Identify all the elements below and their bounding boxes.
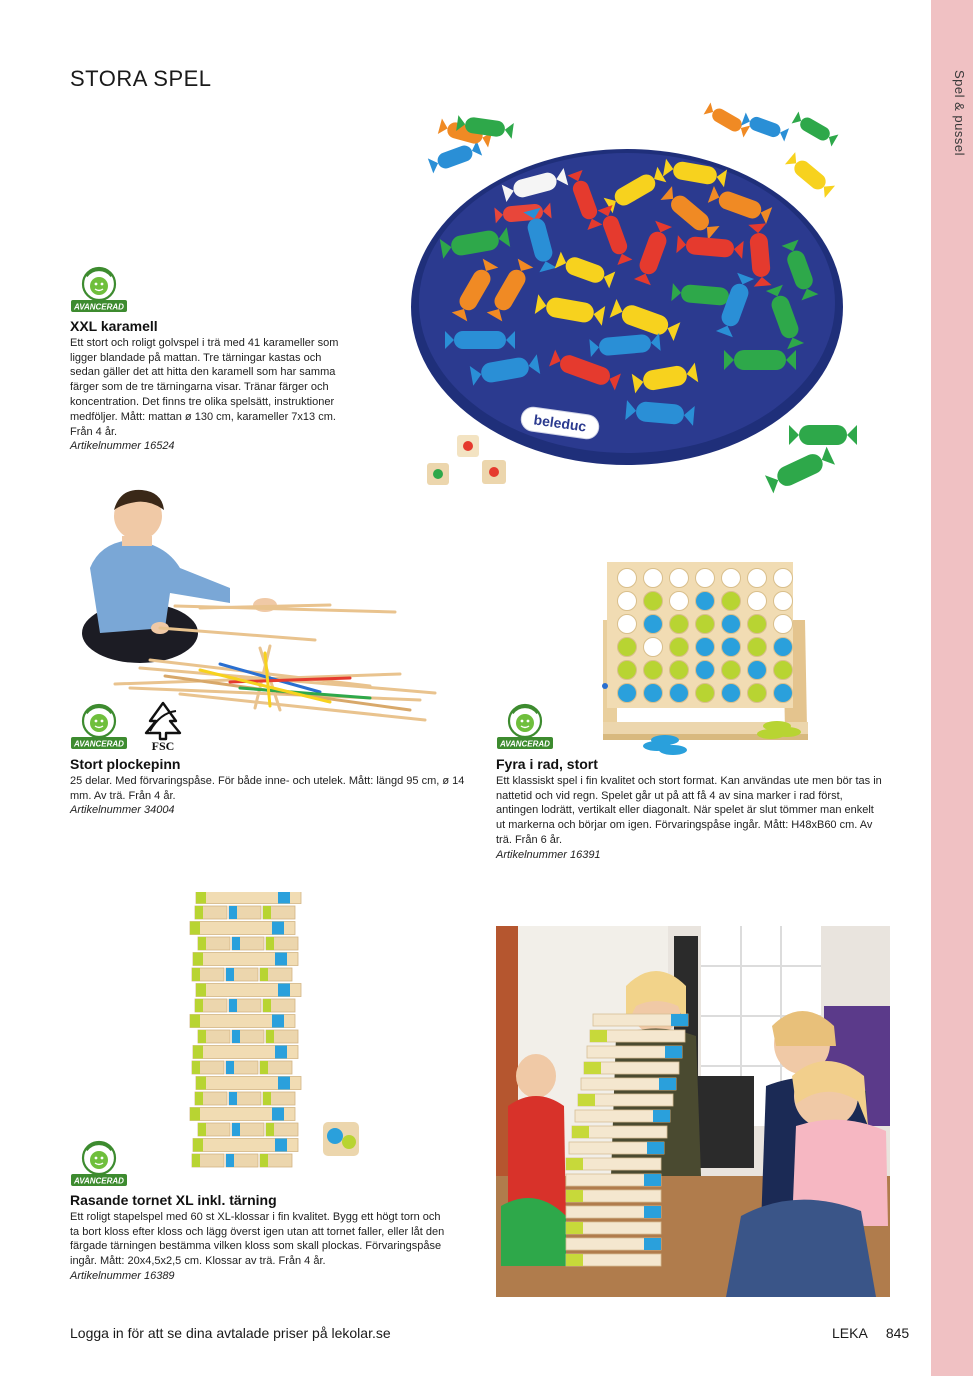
product-title: Stort plockepinn	[70, 756, 181, 772]
product-title: Rasande tornet XL inkl. tärning	[70, 1192, 277, 1208]
fyra-i-rad-image	[595, 560, 815, 760]
product-rasande-tornet	[70, 1193, 450, 1284]
giftfri-badge-icon	[70, 701, 128, 751]
rasande-tornet-image	[185, 892, 370, 1182]
svg-text:AVANCERAD: AVANCERAD	[500, 739, 550, 749]
product-description: Ett roligt stapelspel med 60 st XL-klossar i fin kvalitet. Bygg ett högt torn och ta bort kloss efter kloss och lägg överst igen utan att tornet faller, eller låt den färgade tärningen bestämma vilken kloss som skall plockas. Förvaringspåse ingår. Mått: 20x4,5x2,5 cm. Klossar av trä. Från 4 år.	[70, 1210, 445, 1268]
article-number: Artikelnummer 16524	[70, 440, 175, 453]
product-title: Fyra i rad, stort	[496, 756, 598, 772]
product-title: XXL karamell	[70, 318, 158, 334]
article-number: Artikelnummer 16389	[70, 1269, 175, 1282]
article-number: Artikelnummer 34004	[70, 804, 175, 817]
article-number: Artikelnummer 16391	[496, 848, 601, 861]
page-footer-right	[832, 1325, 909, 1341]
svg-text:AVANCERAD: AVANCERAD	[74, 302, 124, 312]
page-title: STORA SPEL	[70, 66, 212, 91]
product-stort-plockepinn	[70, 757, 470, 818]
section-label: LEKA	[832, 1325, 868, 1341]
product-description: Ett klassiskt spel i fin kvalitet och stort format. Kan användas ute men bör tas in nattetid och vid regn. Spelet går ut på att få 4 av sina marker i rad först, antingen lodrätt, vertikalt eller diagonalt. När spelet är slut tömmer man enkelt ut markerna och börjar om igen. Förvaringspåse ingår. Mått: H48xB60 cm. Av trä. Från 6 år.	[496, 774, 882, 846]
giftfri-badge-icon	[70, 1138, 128, 1188]
product-fyra-i-rad	[496, 757, 886, 863]
svg-text:FSC: FSC	[151, 739, 175, 751]
side-tab	[931, 0, 973, 1376]
svg-text:AVANCERAD: AVANCERAD	[74, 1176, 124, 1186]
candy-mat-image	[405, 95, 865, 495]
product-xxl-karamell	[70, 319, 340, 454]
fsc-logo-icon	[140, 701, 186, 751]
page-number: 845	[885, 1325, 910, 1341]
mat-brand-logo: beleduc	[532, 411, 588, 435]
side-label: Spel & pussel	[952, 70, 967, 156]
plockepinn-image	[70, 488, 440, 728]
svg-text:AVANCERAD: AVANCERAD	[74, 739, 124, 749]
login-prompt: Logga in för att se dina avtalade priser på lekolar.se	[70, 1325, 391, 1341]
product-description: 25 delar. Med förvaringspåse. För både inne- och utelek. Mått: längd 95 cm, ø 14 mm. Av trä. Från 4 år.	[70, 774, 465, 802]
giftfri-badge-icon	[70, 264, 128, 314]
product-description: Ett stort och roligt golvspel i trä med 41 karameller som ligger blandade på mattan. Tre tärningar kastas och sedan gäller det att hitta den karamell som har samma färger som de tre tärningarna visar. Tränar färger och koncentration. Det finns tre olika spelsätt, instruktioner medföljer. Mått: mattan ø 130 cm, karameller 7x13 cm. Från 4 år.	[70, 336, 339, 438]
giftfri-badge-icon	[496, 701, 554, 751]
children-playing-photo	[496, 926, 890, 1297]
